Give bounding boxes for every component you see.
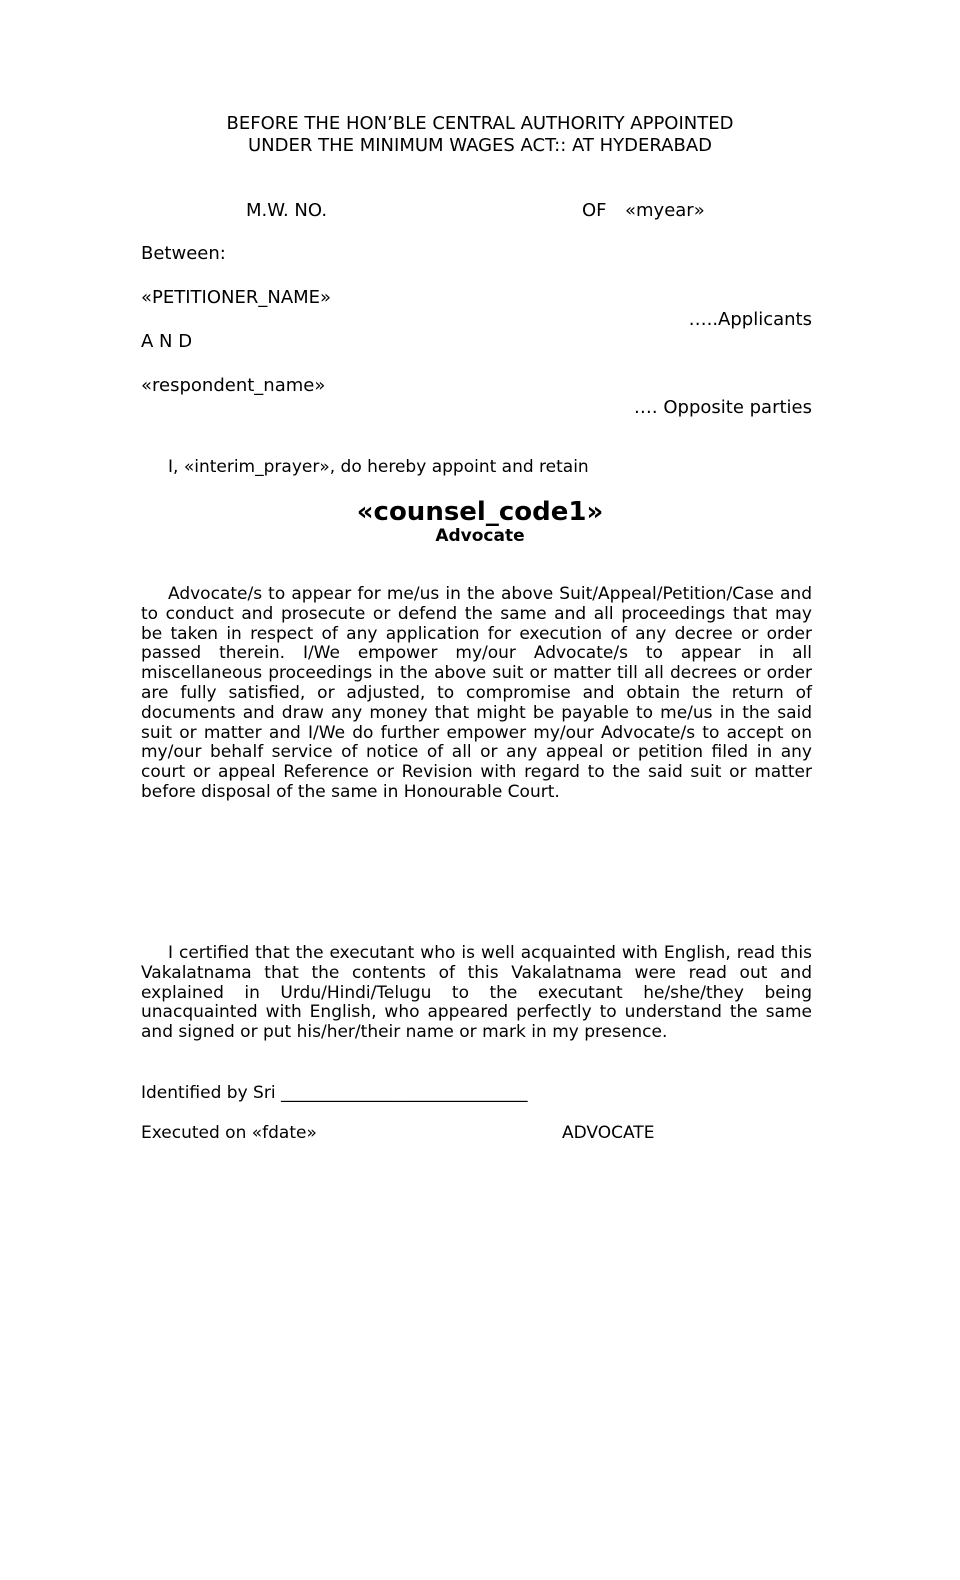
applicants-label: …..Applicants (688, 309, 812, 330)
case-year-field: «myear» (625, 200, 705, 221)
certification-paragraph: I certified that the executant who is well acquainted with English, read this Vakalatnama that the contents of this Vakalatnama were read out and explained in Urdu/Hindi/Telugu to the executant he/she/they being unacquainted with English, who appeared perfectly to understand the same and signed or put his/her/their name or mark in my presence. (141, 943, 812, 1043)
appointment-statement: I, «interim_prayer», do hereby appoint and retain (168, 457, 589, 477)
advocate-signature-label: ADVOCATE (562, 1123, 655, 1143)
advocate-title: Advocate (435, 526, 525, 546)
authority-paragraph: Advocate/s to appear for me/us in the above Suit/Appeal/Petition/Case and to conduct and prosecute or defend the same and all proceedings that may be taken in respect of any application for execution of any decree or order passed therein. I/We empower my/our Advocate/s to appear in all miscellaneous proceedings in the above suit or matter till all decrees or order are fully satisfied, or adjusted, to compromise and obtain the return of documents and draw any money that might be payable to me/us in the said suit or matter and I/We do further empower my/our Advocate/s to accept on my/our behalf service of notice of all or any appeal or petition filed in any court or appeal Reference or Revision with regard to the said suit or matter before disposal of the same in Honourable Court. (141, 584, 812, 802)
executed-on-line: Executed on «fdate» (141, 1123, 317, 1143)
case-of-label: OF (582, 200, 607, 221)
petitioner-name-field: «PETITIONER_NAME» (141, 287, 332, 308)
respondent-name-field: «respondent_name» (141, 375, 326, 396)
court-heading-line-1: BEFORE THE HON’BLE CENTRAL AUTHORITY APPOINTED (226, 113, 734, 134)
between-label: Between: (141, 243, 226, 264)
case-number-label: M.W. NO. (246, 200, 328, 221)
court-heading-line-2: UNDER THE MINIMUM WAGES ACT:: AT HYDERABAD (247, 135, 713, 156)
counsel-name-field: «counsel_code1» (356, 497, 604, 527)
opposite-parties-label: …. Opposite parties (633, 397, 812, 418)
identified-by-line: Identified by Sri _____________________________ (141, 1083, 528, 1103)
and-separator: A N D (141, 331, 193, 352)
